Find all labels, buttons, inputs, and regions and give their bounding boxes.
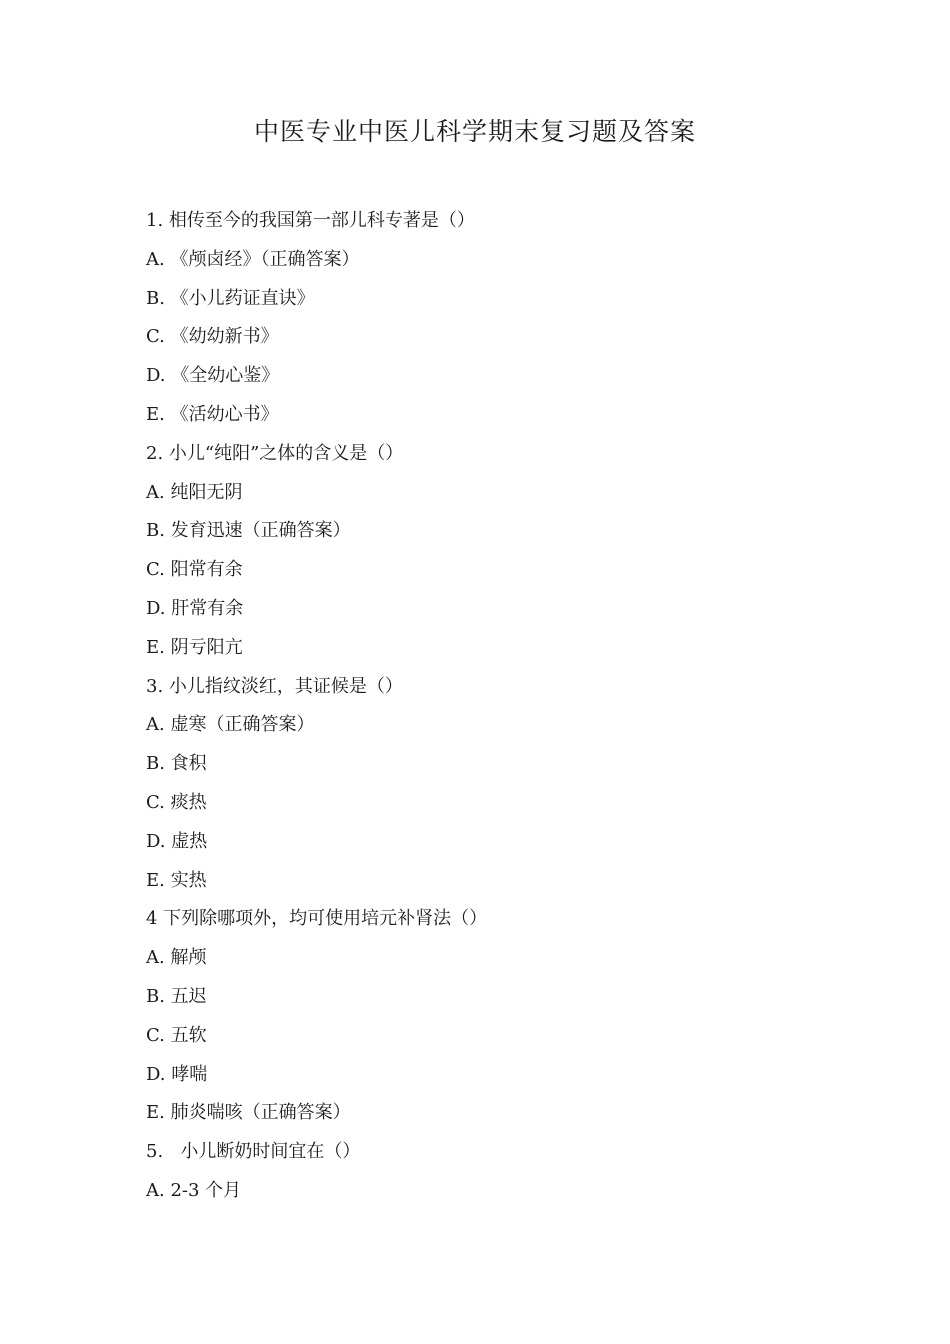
answer-option: C. 《幼幼新书》 (146, 326, 279, 348)
answer-option: B. 五迟 (146, 985, 207, 1007)
answer-option: C. 痰热 (146, 791, 207, 813)
answer-option: D. 肝常有余 (146, 597, 244, 619)
answer-option: E. 阴亏阳亢 (146, 636, 243, 658)
question-stem: 3. 小儿指纹淡红，其证候是（） (146, 675, 403, 697)
answer-option: E. 《活幼心书》 (146, 403, 279, 425)
answer-option: B. 发育迅速（正确答案） (146, 520, 351, 542)
answer-option: D. 虚热 (146, 830, 208, 852)
answer-option: A. 纯阳无阴 (146, 481, 243, 503)
answer-option: A. 解颅 (146, 947, 207, 969)
answer-option: B. 食积 (146, 753, 207, 775)
answer-option: A. 虚寒（正确答案） (146, 714, 315, 736)
question-stem: 5. 小儿断奶时间宜在（） (146, 1141, 361, 1163)
question-stem: 4 下列除哪项外，均可使用培元补肾法（） (146, 908, 488, 930)
answer-option: E. 肺炎喘咳（正确答案） (146, 1102, 351, 1124)
answer-option: D. 哮喘 (146, 1063, 208, 1085)
answer-option: A. 2-3 个月 (146, 1179, 242, 1201)
answer-option: E. 实热 (146, 869, 207, 891)
answer-option: C. 阳常有余 (146, 559, 243, 581)
answer-option: B. 《小儿药证直诀》 (146, 287, 315, 309)
question-stem: 1. 相传至今的我国第一部儿科专著是（） (146, 210, 475, 231)
answer-option: A. 《颅卤经》（正确答案） (146, 248, 360, 270)
answer-option: C. 五软 (146, 1024, 207, 1046)
question-list (146, 202, 866, 1211)
answer-option: D. 《全幼心鉴》 (146, 365, 280, 387)
question-stem: 2. 小儿“纯阳”之体的含义是（） (146, 442, 404, 464)
document-title: 中医专业中医儿科学期末复习题及答案 (253, 117, 696, 146)
